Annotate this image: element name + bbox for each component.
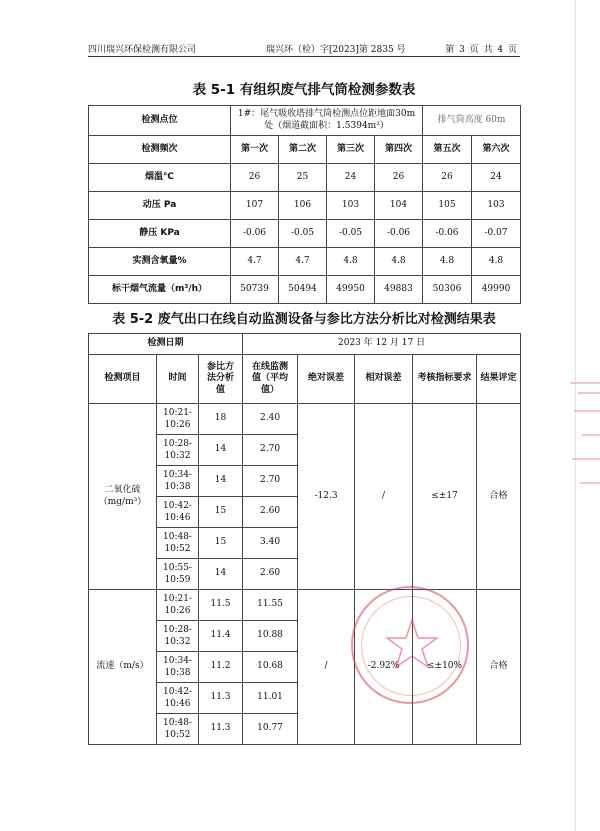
abs-err-so2: -12.3 [298, 404, 355, 590]
table-cell: -0.07 [472, 220, 521, 248]
online-cell: 3.40 [243, 528, 298, 559]
table-row [89, 404, 521, 435]
rel-err-velocity: -2.92% [355, 590, 413, 745]
edge-seal-mark [566, 382, 600, 490]
time-cell: 10:34-10:38 [157, 652, 199, 683]
table-row [89, 106, 521, 136]
abs-err-velocity: / [298, 590, 355, 745]
ref-cell: 14 [199, 435, 243, 466]
table-cell: -0.05 [279, 220, 327, 248]
header-page-number: 第 3 页 共 4 页 [445, 45, 518, 55]
header-time: 时间 [157, 355, 199, 404]
time-cell: 10:21-10:26 [157, 590, 199, 621]
ref-cell: 15 [199, 497, 243, 528]
page-header [88, 40, 520, 57]
table-cell: -0.05 [327, 220, 375, 248]
table-cell: 50739 [231, 276, 279, 304]
table-cell: 107 [231, 192, 279, 220]
online-cell: 10.88 [243, 621, 298, 652]
table-row [89, 276, 521, 304]
time-cell: 10:21-10:26 [157, 404, 199, 435]
table-cell: 26 [231, 164, 279, 192]
header-criteria: 考核指标要求 [413, 355, 477, 404]
ref-cell: 11.4 [199, 621, 243, 652]
time-cell: 10:28-10:32 [157, 621, 199, 652]
official-seal [351, 586, 469, 704]
ref-cell: 18 [199, 404, 243, 435]
ref-cell: 14 [199, 466, 243, 497]
table-cell: 105 [423, 192, 472, 220]
online-cell: 10.68 [243, 652, 298, 683]
table-row [89, 164, 521, 192]
online-cell: 2.70 [243, 435, 298, 466]
table-cell: -0.06 [231, 220, 279, 248]
table-cell: 49950 [327, 276, 375, 304]
rel-err-so2: / [355, 404, 413, 590]
table1-title: 表 5-1 有组织废气排气筒检测参数表 [192, 82, 416, 98]
freq-header: 第六次 [472, 136, 521, 164]
criteria-velocity: ≤±10% [413, 590, 477, 745]
stack-height: 排气筒高度 60m [423, 106, 521, 136]
table-cell: 4.8 [327, 248, 375, 276]
table-cell: 24 [472, 164, 521, 192]
time-cell: 10:42-10:46 [157, 683, 199, 714]
online-cell: 2.70 [243, 466, 298, 497]
header-company: 四川瑞兴环保检测有限公司 [88, 45, 197, 55]
ref-cell: 11.2 [199, 652, 243, 683]
table-cell: 49883 [375, 276, 423, 304]
table-row [89, 192, 521, 220]
freq-header: 第二次 [279, 136, 327, 164]
table-cell: 4.7 [279, 248, 327, 276]
table-cell: 104 [375, 192, 423, 220]
online-cell: 11.01 [243, 683, 298, 714]
item-velocity: 流速（m/s） [89, 590, 157, 745]
header-abs-err: 绝对误差 [298, 355, 355, 404]
exhaust-parameter-table [88, 105, 521, 304]
header-item: 检测项目 [89, 355, 157, 404]
time-cell: 10:55-10:59 [157, 559, 199, 590]
ref-cell: 11.3 [199, 683, 243, 714]
result-velocity: 合格 [477, 590, 521, 745]
online-cell: 11.55 [243, 590, 298, 621]
table-cell: 49990 [472, 276, 521, 304]
freq-header: 第四次 [375, 136, 423, 164]
time-cell: 10:28-10:32 [157, 435, 199, 466]
point-value: 1#：尾气吸收塔排气筒检测点位距地面30m 处（烟道截面积：1.5394m²） [231, 106, 423, 136]
online-cell: 10.77 [243, 714, 298, 745]
table-row [89, 334, 521, 355]
time-cell: 10:42-10:46 [157, 497, 199, 528]
header-result: 结果评定 [477, 355, 521, 404]
criteria-so2: ≤±17 [413, 404, 477, 590]
freq-header: 第三次 [327, 136, 375, 164]
row-label: 静压 KPa [89, 220, 231, 248]
header-online: 在线监测值（平均值） [243, 355, 298, 404]
ref-cell: 15 [199, 528, 243, 559]
row-label: 实测含氧量% [89, 248, 231, 276]
freq-header: 第五次 [423, 136, 472, 164]
time-cell: 10:48-10:52 [157, 528, 199, 559]
online-cell: 2.60 [243, 559, 298, 590]
table-cell: -0.06 [375, 220, 423, 248]
time-cell: 10:48-10:52 [157, 714, 199, 745]
header-rel-err: 相对误差 [355, 355, 413, 404]
freq-label: 检测频次 [89, 136, 231, 164]
header-ref: 参比方法分析值 [199, 355, 243, 404]
row-label: 标干烟气流量（m³/h） [89, 276, 231, 304]
table-cell: 25 [279, 164, 327, 192]
table-cell: 103 [327, 192, 375, 220]
online-cell: 2.60 [243, 497, 298, 528]
point-label: 检测点位 [89, 106, 231, 136]
date-value: 2023 年 12 月 17 日 [243, 334, 521, 355]
result-so2: 合格 [477, 404, 521, 590]
time-cell: 10:34-10:38 [157, 466, 199, 497]
freq-header: 第一次 [231, 136, 279, 164]
table-cell: 26 [423, 164, 472, 192]
table-row [89, 248, 521, 276]
seal-star-icon [353, 588, 471, 706]
table-row [89, 220, 521, 248]
table2-title: 表 5-2 废气出口在线自动监测设备与参比方法分析比对检测结果表 [112, 312, 496, 327]
ref-cell: 11.5 [199, 590, 243, 621]
row-label: 烟温℃ [89, 164, 231, 192]
ref-cell: 11.3 [199, 714, 243, 745]
date-label: 检测日期 [89, 334, 243, 355]
table-cell: 4.7 [231, 248, 279, 276]
table-row [89, 136, 521, 164]
table-cell: 4.8 [375, 248, 423, 276]
table-cell: 4.8 [472, 248, 521, 276]
item-so2: 二氧化硫（mg/m³） [89, 404, 157, 590]
online-cell: 2.40 [243, 404, 298, 435]
table-cell: 50306 [423, 276, 472, 304]
table-cell: 26 [375, 164, 423, 192]
table-cell: -0.06 [423, 220, 472, 248]
table-cell: 50494 [279, 276, 327, 304]
table-cell: 103 [472, 192, 521, 220]
header-report-no: 瑞兴环（检）字[2023]第 2835 号 [266, 45, 406, 55]
table-row [89, 355, 521, 404]
table-cell: 106 [279, 192, 327, 220]
ref-cell: 14 [199, 559, 243, 590]
row-label: 动压 Pa [89, 192, 231, 220]
table-cell: 4.8 [423, 248, 472, 276]
table-cell: 24 [327, 164, 375, 192]
